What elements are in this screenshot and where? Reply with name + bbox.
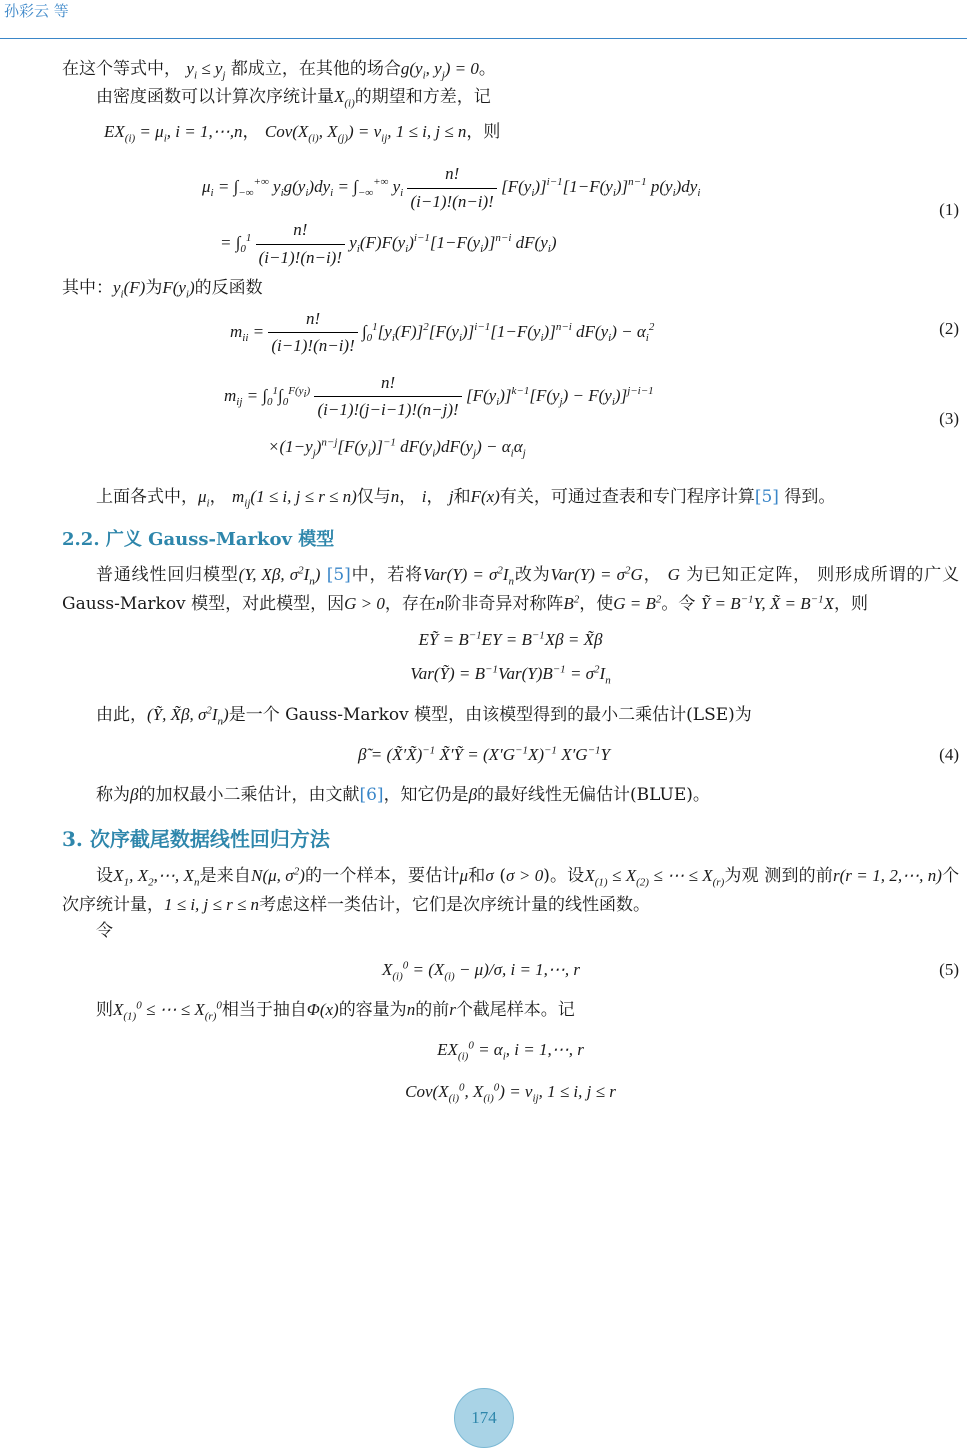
paragraph: $EX_{(i)} = \mu_i$, i = 1,⋯,n， $Cov(X_{(i)}$, $X_{(j)}) = v_{ij}$, 1 ≤ i, j ≤ n，则 (104, 121, 501, 145)
equation-ey: EỸ = $B^{-1}EY = B^{-1}X\beta$ = X̃β (418, 629, 603, 649)
equation-number: (1) (939, 200, 959, 220)
paragraph: 设$X_1$, $X_2,\cdots$, $X_n$是来自N(μ, $\sigma^2$)的一个样本，要估计μ和σ (σ > 0)。设$X_{(1)} \le X_{(2)}$ ≤ ⋯ ≤ $X_{(r)}$为观 测到的前r(r = 1, 2,⋯, n)个次序统计量，1 ≤ i, j ≤ r ≤ n考虑这样一类估计，它们是次序统计量的线性函数。 (62, 865, 960, 915)
equation-number: (5) (939, 959, 959, 979)
header-author: 孙彩云 等 (4, 2, 69, 20)
paragraph: 则$X_{(1)}^0$ ≤ ⋯ ≤ $X_{(r)}^0$相当于抽自Φ(x)的容量为n的前r个截尾样本。记 (96, 998, 575, 1022)
equation-number: (4) (939, 745, 959, 765)
page-number: 174 (471, 1408, 497, 1427)
section-heading-3: 3. 次序截尾数据线性回归方法 (62, 827, 330, 852)
equation-3: $m_{ij} = \int_0^1\int_0^{F(y_i)}$ $\frac{n!}{(i-1)!(j-i-1)!(n-j)!}$ $[F(y_i)]^{k-1}[F(y_j) - F(y_i)]^{j-i-1}$ $\times(1-y_j)^{n-j}[F(y_i)]^{-1}$ $dF(y_i)dF(y_j) - \alpha_i\alpha_j$ (3) (62, 370, 959, 480)
paragraph: 由密度函数可以计算次序统计量$X_{(i)}$的期望和方差，记 (96, 87, 491, 110)
equation-ex0: $EX_{(i)}^0 = \alpha_i$, i = 1,⋯, r (437, 1039, 584, 1063)
page-number-badge (454, 1388, 514, 1448)
paragraph: 令 (96, 921, 113, 942)
section-heading-2-2: 2.2. 广义 Gauss-Markov 模型 (62, 529, 335, 551)
equation-number: (2) (939, 318, 959, 338)
equation-5: $X_{(i)}^0 = (X_{(i)} - \mu)/\sigma$, i = 1,⋯, r (5) (62, 951, 959, 991)
equation-cov0: $Cov(X_{(i)}^0$, $X_{(i)}^0) = v_{ij}$, 1 ≤ i, j ≤ r (405, 1081, 616, 1105)
equation-2: $m_{ii}$ = $\frac{n!}{(i-1)!(n-i)!}$ $\int_0^1[y_i(F)]^2[F(y_i)]^{i-1}[1-F(y_i)]^{n-i}$ $dF(y_i) - \alpha_i^2$ (2) (62, 304, 959, 362)
equation-number: (3) (939, 408, 959, 428)
citation-link[interactable]: [6] (359, 785, 384, 806)
paragraph: 上面各式中，$\mu_i$， $m_{ij}(1 \le i$, j ≤ r ≤ n)仅与n， i， j和F(x)有关，可通过查表和专门程序计算[5] 得到。 (96, 486, 836, 510)
paragraph: 称为β的加权最小二乘估计，由文献[6]，知它仍是β的最好线性无偏估计(BLUE)。 (96, 785, 710, 806)
equation-4: β̃ = (X̃′X̃)$^{-1}$ X̃′Ỹ = $(X'G^{-1}X)^{-1}$ $X'G^{-1}Y$ (4) (62, 736, 959, 774)
equation-var: Var(Ỹ) = $B^{-1}Var(Y)B^{-1} = \sigma^2I_n$ (410, 663, 611, 687)
citation-link[interactable]: [5] (326, 565, 351, 586)
equation-1: $\mu_i = \int_{-\infty}^{+\infty}$ $y_ig(y_i)dy_i = \int_{-\infty}^{+\infty}$ $y_i$ $\frac{n!}{(i-1)!(n-i)!}$ $[F(y_i)]^{i-1}[1-F(y_i)]^{n-1}$ $p(y_i)dy_i$ = $\int_0^1$ $\frac{n!}{(i-1)!(n-i)!}$ $y_i(F)F(y_i)^{i-1}[1-F(y_i)]^{n-i}$ $dF(y_i)$ (1) (62, 155, 959, 273)
header-rule (0, 38, 967, 39)
paragraph: 在这个等式中， $y_i \le y_j$ 都成立，在其他的场合$g(y_i$, $y_j) = 0$。 (62, 59, 496, 82)
page-body (62, 56, 959, 1108)
paragraph: 其中：$y_i(F)$为$F(y_i)$的反函数 (62, 278, 263, 301)
paragraph: 由此，(Ỹ, X̃β, $\sigma^2I_n$)是一个 Gauss-Markov 模型，由该模型得到的最小二乘估计(LSE)为 (96, 703, 752, 728)
paragraph: 普通线性回归模型(Y, Xβ, $\sigma^2I_n$) [5]中，若将$Var(Y) = \sigma^2I_n$改为$Var(Y) = \sigma^2G$， G 为已知正定阵， 则形成所谓的广义 Gauss-Markov 模型，对此模型，因G > 0，存在n阶非奇异对称阵$B^2$，使$G = B^2$。令 Ỹ = $B^{-1}Y$, X̃ = $B^{-1}X$，则 (62, 564, 960, 614)
citation-link[interactable]: [5] (754, 486, 779, 507)
